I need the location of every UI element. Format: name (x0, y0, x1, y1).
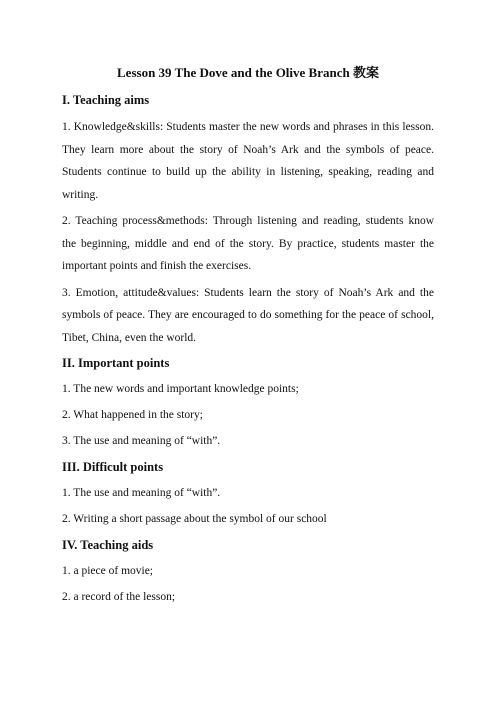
section-heading-teaching-aids: IV. Teaching aids (62, 538, 154, 552)
important-point-item: 3. The use and meaning of “with”. (62, 435, 221, 447)
difficult-point-item: 1. The use and meaning of “with”. (62, 487, 221, 499)
important-point-item: 1. The new words and important knowledge points; (62, 383, 299, 395)
aims-paragraph: 3. Emotion, attitude&values: Students learn the story of Noah’s Ark and the symbols of peace. They are encouraged to do something for the peace of school, Tibet, China, even the world. (62, 286, 434, 344)
teaching-aid-item: 1. a piece of movie; (62, 565, 154, 577)
section-heading-important-points: II. Important points (62, 356, 170, 370)
document-title: Lesson 39 The Dove and the Olive Branch 教案 (117, 65, 379, 80)
aims-paragraph: 2. Teaching process&methods: Through listening and reading, students know the beginning, middle and end of the story. By practice, students master the important points and finish the exercises. (62, 215, 434, 272)
difficult-point-item: 2. Writing a short passage about the symbol of our school (62, 513, 327, 525)
section-heading-difficult-points: III. Difficult points (62, 460, 164, 474)
section-heading-teaching-aims: I. Teaching aims (62, 93, 150, 107)
aims-paragraph: 1. Knowledge&skills: Students master the new words and phrases in this lesson. They learn more about the story of Noah’s Ark and the symbols of peace. Students continue to build up the ability in listening, speaking, reading and writing. (62, 121, 434, 201)
document-body (62, 62, 434, 613)
important-point-item: 2. What happened in the story; (62, 409, 203, 421)
teaching-aid-item: 2. a record of the lesson; (62, 591, 176, 603)
